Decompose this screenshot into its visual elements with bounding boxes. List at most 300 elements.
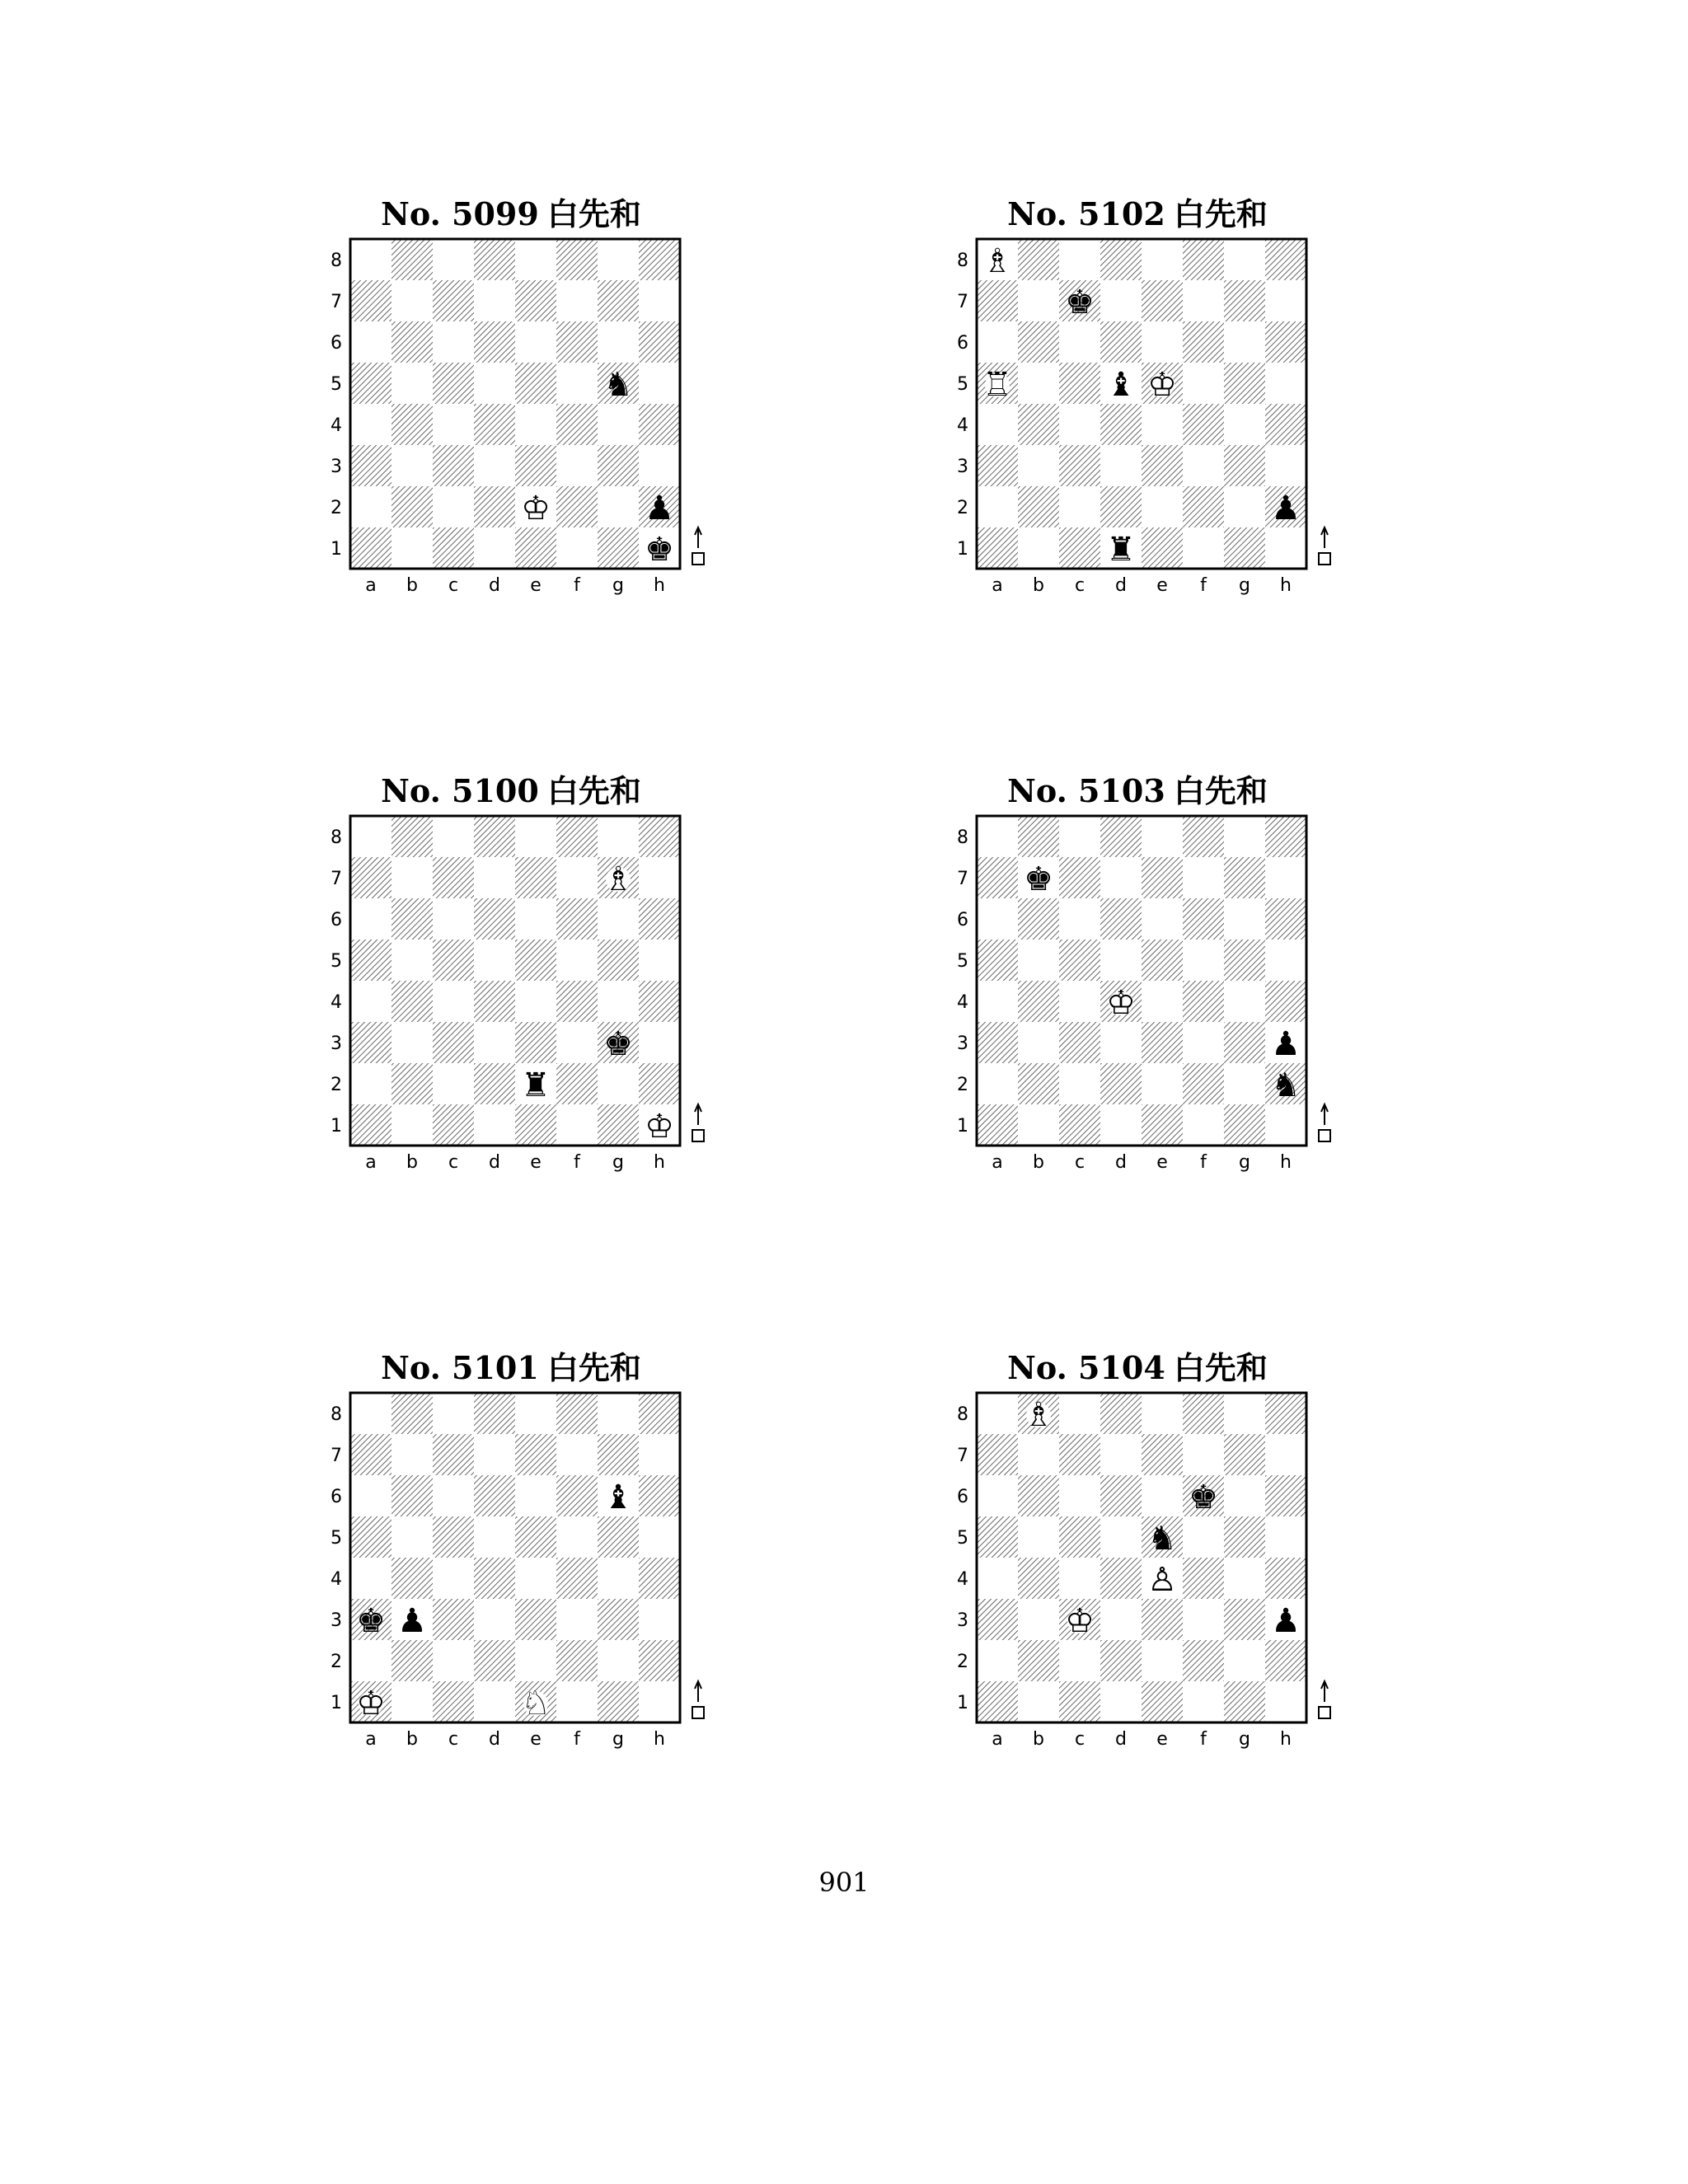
- black-king-g3: [603, 1025, 633, 1063]
- square-e1: [1142, 527, 1183, 569]
- square-a6: [977, 1475, 1018, 1516]
- square-a2: [977, 486, 1018, 527]
- square-h5: [1265, 1516, 1306, 1558]
- square-d7: [474, 280, 515, 321]
- square-d1: [1100, 1681, 1142, 1722]
- square-e3: [1142, 1599, 1183, 1640]
- square-c5: [433, 1516, 474, 1558]
- square-g6: [598, 898, 639, 940]
- square-g1: [598, 1104, 639, 1146]
- square-e4: [515, 1558, 556, 1599]
- square-h1: [1265, 1104, 1306, 1146]
- black-king-f6: [1189, 1479, 1218, 1516]
- square-h7: [1265, 280, 1306, 321]
- svg-text:♚: ♚: [603, 1025, 633, 1063]
- file-label: a: [992, 1152, 1003, 1173]
- square-d5: [474, 1516, 515, 1558]
- square-g3: [1224, 1022, 1265, 1063]
- square-a3: [350, 1022, 392, 1063]
- file-label: f: [1200, 575, 1207, 596]
- square-e5: [515, 940, 556, 981]
- svg-text:♔: ♔: [1147, 366, 1177, 404]
- file-label: g: [612, 575, 624, 596]
- black-bishop-g6: [603, 1479, 633, 1516]
- file-label: h: [654, 1152, 665, 1173]
- square-a1: [350, 1104, 392, 1146]
- svg-text:♞: ♞: [1271, 1066, 1301, 1104]
- square-h1: [639, 1681, 680, 1722]
- rank-label: 8: [957, 251, 968, 271]
- square-g2: [598, 1640, 639, 1681]
- square-f3: [556, 445, 598, 486]
- square-c6: [433, 1475, 474, 1516]
- square-d5: [1100, 940, 1142, 981]
- square-e8: [1142, 816, 1183, 857]
- square-h7: [1265, 857, 1306, 898]
- square-g1: [1224, 527, 1265, 569]
- square-f8: [556, 1393, 598, 1434]
- file-label: c: [1074, 1152, 1085, 1173]
- square-b6: [392, 898, 433, 940]
- square-c7: [433, 857, 474, 898]
- svg-text:♚: ♚: [1189, 1479, 1218, 1516]
- file-label: a: [365, 575, 377, 596]
- square-e3: [515, 1599, 556, 1640]
- svg-text:♘: ♘: [521, 1685, 551, 1722]
- svg-text:♚: ♚: [1065, 284, 1095, 321]
- square-b5: [392, 940, 433, 981]
- square-a3: [977, 445, 1018, 486]
- square-d2: [474, 486, 515, 527]
- square-g1: [1224, 1681, 1265, 1722]
- file-label: d: [1115, 575, 1127, 596]
- square-c1: [1059, 1681, 1100, 1722]
- square-c1: [1059, 527, 1100, 569]
- rank-label: 7: [957, 292, 968, 312]
- square-e6: [515, 321, 556, 363]
- square-h3: [1265, 445, 1306, 486]
- chess-diagram: [952, 239, 1323, 651]
- svg-text:♗: ♗: [982, 242, 1012, 280]
- square-d8: [474, 816, 515, 857]
- square-h7: [639, 280, 680, 321]
- square-f4: [556, 981, 598, 1022]
- square-g6: [1224, 321, 1265, 363]
- rank-label: 3: [331, 1033, 342, 1054]
- file-label: f: [1200, 1152, 1207, 1173]
- rank-label: 1: [331, 1116, 342, 1137]
- svg-text:♟: ♟: [1271, 490, 1301, 527]
- square-h5: [639, 1516, 680, 1558]
- square-e7: [1142, 857, 1183, 898]
- rank-label: 3: [957, 457, 968, 477]
- square-b8: [1018, 239, 1059, 280]
- square-a2: [350, 1063, 392, 1104]
- square-f2: [1183, 1640, 1224, 1681]
- square-e3: [1142, 1022, 1183, 1063]
- rank-label: 1: [957, 1693, 968, 1713]
- square-g7: [1224, 1434, 1265, 1475]
- square-c2: [433, 486, 474, 527]
- square-d2: [1100, 486, 1142, 527]
- square-f6: [556, 1475, 598, 1516]
- square-b3: [392, 445, 433, 486]
- square-d1: [474, 1681, 515, 1722]
- square-c1: [1059, 1104, 1100, 1146]
- square-d8: [474, 1393, 515, 1434]
- square-h6: [639, 321, 680, 363]
- rank-label: 2: [957, 498, 968, 518]
- square-f8: [556, 816, 598, 857]
- square-e7: [1142, 280, 1183, 321]
- square-d3: [1100, 1022, 1142, 1063]
- chess-diagram: [326, 239, 696, 651]
- square-f4: [1183, 404, 1224, 445]
- square-h7: [1265, 1434, 1306, 1475]
- white-to-move-indicator: [1319, 1104, 1330, 1141]
- square-g2: [1224, 1063, 1265, 1104]
- square-f5: [1183, 363, 1224, 404]
- black-rook-e2: [521, 1066, 551, 1104]
- square-d6: [474, 898, 515, 940]
- square-a4: [350, 981, 392, 1022]
- square-c4: [433, 981, 474, 1022]
- square-e6: [1142, 1475, 1183, 1516]
- black-pawn-h3: [1271, 1602, 1301, 1640]
- square-g8: [598, 816, 639, 857]
- square-e7: [515, 857, 556, 898]
- white-to-move-indicator: [1319, 527, 1330, 565]
- black-knight-g5: [603, 366, 633, 404]
- square-g3: [1224, 1599, 1265, 1640]
- square-f4: [1183, 1558, 1224, 1599]
- square-h2: [1265, 1640, 1306, 1681]
- square-g7: [1224, 857, 1265, 898]
- square-d3: [474, 445, 515, 486]
- square-e6: [1142, 898, 1183, 940]
- square-d5: [474, 940, 515, 981]
- svg-text:♝: ♝: [1106, 366, 1136, 404]
- square-b6: [1018, 898, 1059, 940]
- square-e7: [515, 1434, 556, 1475]
- square-b3: [1018, 1022, 1059, 1063]
- file-label: c: [1074, 575, 1085, 596]
- square-d5: [1100, 1516, 1142, 1558]
- square-f4: [556, 404, 598, 445]
- square-g1: [598, 1681, 639, 1722]
- square-d3: [1100, 1599, 1142, 1640]
- square-c8: [433, 239, 474, 280]
- rank-label: 8: [331, 827, 342, 848]
- square-b5: [1018, 1516, 1059, 1558]
- black-king-b7: [1024, 860, 1053, 898]
- square-e5: [515, 363, 556, 404]
- rank-label: 6: [331, 333, 342, 354]
- square-d4: [1100, 404, 1142, 445]
- file-label: c: [448, 1729, 459, 1750]
- square-g1: [598, 527, 639, 569]
- square-d6: [1100, 1475, 1142, 1516]
- square-g8: [598, 1393, 639, 1434]
- rank-label: 4: [331, 992, 342, 1013]
- square-d2: [474, 1063, 515, 1104]
- rank-label: 5: [957, 1528, 968, 1549]
- white-rook-a5: [982, 366, 1012, 404]
- file-label: g: [1239, 1152, 1250, 1173]
- square-b8: [392, 1393, 433, 1434]
- square-f8: [1183, 816, 1224, 857]
- square-a4: [350, 1558, 392, 1599]
- square-c8: [1059, 816, 1100, 857]
- puzzle-title: No. 5101 白先和: [381, 1349, 641, 1386]
- square-h3: [639, 1022, 680, 1063]
- file-label: d: [489, 1729, 500, 1750]
- square-c3: [1059, 1022, 1100, 1063]
- square-a2: [977, 1640, 1018, 1681]
- rank-label: 1: [957, 1116, 968, 1137]
- black-bishop-d5: [1106, 366, 1136, 404]
- square-d1: [1100, 1104, 1142, 1146]
- white-king-e5: [1147, 366, 1177, 404]
- rank-label: 5: [331, 1528, 342, 1549]
- square-b2: [1018, 486, 1059, 527]
- square-g2: [1224, 486, 1265, 527]
- rank-label: 8: [331, 251, 342, 271]
- square-h8: [639, 1393, 680, 1434]
- file-label: g: [1239, 575, 1250, 596]
- rank-label: 7: [331, 292, 342, 312]
- square-a1: [977, 1681, 1018, 1722]
- white-to-move-indicator: [1319, 1681, 1330, 1718]
- svg-text:♚: ♚: [356, 1602, 386, 1640]
- rank-label: 2: [957, 1652, 968, 1672]
- svg-text:♟: ♟: [1271, 1602, 1301, 1640]
- square-a6: [350, 898, 392, 940]
- rank-label: 2: [331, 1652, 342, 1672]
- square-f7: [1183, 1434, 1224, 1475]
- rank-label: 7: [957, 1446, 968, 1466]
- file-label: e: [530, 1152, 542, 1173]
- square-a3: [977, 1599, 1018, 1640]
- file-label: f: [574, 1152, 580, 1173]
- square-h6: [639, 1475, 680, 1516]
- square-f5: [1183, 1516, 1224, 1558]
- square-b4: [392, 1558, 433, 1599]
- square-c1: [433, 1104, 474, 1146]
- square-f7: [556, 1434, 598, 1475]
- square-d7: [1100, 280, 1142, 321]
- square-c7: [1059, 857, 1100, 898]
- square-a7: [977, 280, 1018, 321]
- square-b2: [1018, 1640, 1059, 1681]
- square-b2: [392, 1640, 433, 1681]
- square-c6: [433, 321, 474, 363]
- square-d4: [1100, 1558, 1142, 1599]
- square-a5: [350, 1516, 392, 1558]
- square-b7: [392, 280, 433, 321]
- square-f8: [1183, 239, 1224, 280]
- puzzle-5104: [952, 1347, 1323, 1809]
- square-d3: [474, 1022, 515, 1063]
- square-f1: [556, 1681, 598, 1722]
- square-d4: [474, 404, 515, 445]
- square-b3: [1018, 1599, 1059, 1640]
- file-label: c: [1074, 1729, 1085, 1750]
- white-king-h1: [645, 1108, 674, 1146]
- square-h3: [639, 1599, 680, 1640]
- svg-text:♜: ♜: [521, 1066, 551, 1104]
- square-d7: [474, 1434, 515, 1475]
- square-e5: [1142, 940, 1183, 981]
- white-to-move-indicator: [692, 1681, 704, 1718]
- file-label: d: [489, 575, 500, 596]
- square-h4: [639, 981, 680, 1022]
- rank-label: 6: [331, 1487, 342, 1507]
- square-g7: [598, 280, 639, 321]
- file-label: e: [530, 575, 542, 596]
- rank-label: 5: [331, 374, 342, 395]
- square-a1: [977, 1104, 1018, 1146]
- square-a3: [977, 1022, 1018, 1063]
- white-king-c3: [1065, 1602, 1095, 1640]
- file-label: e: [1156, 1152, 1168, 1173]
- square-b2: [392, 486, 433, 527]
- square-g5: [1224, 363, 1265, 404]
- black-king-c7: [1065, 284, 1095, 321]
- square-e4: [1142, 404, 1183, 445]
- file-label: b: [1033, 575, 1044, 596]
- square-c2: [1059, 1063, 1100, 1104]
- square-b4: [1018, 981, 1059, 1022]
- square-g4: [1224, 981, 1265, 1022]
- square-g4: [598, 981, 639, 1022]
- square-e8: [515, 816, 556, 857]
- square-f2: [556, 1640, 598, 1681]
- square-a6: [350, 1475, 392, 1516]
- file-label: g: [612, 1729, 624, 1750]
- square-a5: [350, 940, 392, 981]
- rank-label: 4: [957, 992, 968, 1013]
- square-e2: [1142, 1063, 1183, 1104]
- rank-label: 5: [957, 374, 968, 395]
- file-label: h: [654, 575, 665, 596]
- square-g6: [1224, 898, 1265, 940]
- rank-label: 3: [331, 457, 342, 477]
- file-label: a: [992, 1729, 1003, 1750]
- square-f8: [556, 239, 598, 280]
- square-h6: [1265, 898, 1306, 940]
- square-b6: [392, 321, 433, 363]
- file-label: a: [365, 1152, 377, 1173]
- square-a7: [350, 1434, 392, 1475]
- white-king-a1: [356, 1685, 386, 1722]
- square-b4: [392, 404, 433, 445]
- square-e1: [515, 527, 556, 569]
- square-f5: [556, 1516, 598, 1558]
- square-h4: [639, 1558, 680, 1599]
- square-g8: [1224, 816, 1265, 857]
- square-h5: [1265, 363, 1306, 404]
- square-c4: [1059, 404, 1100, 445]
- square-f3: [556, 1599, 598, 1640]
- square-b1: [1018, 1681, 1059, 1722]
- rank-label: 8: [957, 1404, 968, 1425]
- square-g4: [598, 404, 639, 445]
- square-b3: [392, 1022, 433, 1063]
- square-c8: [433, 1393, 474, 1434]
- square-g5: [598, 940, 639, 981]
- square-c3: [1059, 445, 1100, 486]
- square-g5: [1224, 940, 1265, 981]
- rank-label: 8: [957, 827, 968, 848]
- square-d3: [474, 1599, 515, 1640]
- rank-label: 8: [331, 1404, 342, 1425]
- square-h8: [1265, 239, 1306, 280]
- square-b7: [392, 857, 433, 898]
- black-pawn-h2: [645, 490, 674, 527]
- square-a4: [350, 404, 392, 445]
- square-c2: [1059, 486, 1100, 527]
- svg-text:♝: ♝: [603, 1479, 633, 1516]
- square-h8: [1265, 816, 1306, 857]
- square-d1: [474, 1104, 515, 1146]
- square-f3: [556, 1022, 598, 1063]
- square-d7: [1100, 1434, 1142, 1475]
- svg-text:♜: ♜: [1106, 531, 1136, 569]
- square-a8: [350, 816, 392, 857]
- square-c5: [1059, 363, 1100, 404]
- puzzle-title: No. 5102 白先和: [1007, 195, 1268, 232]
- square-h2: [639, 1640, 680, 1681]
- square-b8: [392, 239, 433, 280]
- square-f3: [1183, 445, 1224, 486]
- square-f6: [556, 898, 598, 940]
- square-f2: [1183, 1063, 1224, 1104]
- square-a7: [977, 1434, 1018, 1475]
- square-a6: [350, 321, 392, 363]
- square-a8: [350, 239, 392, 280]
- square-e3: [1142, 445, 1183, 486]
- white-to-move-indicator: [692, 1104, 704, 1141]
- square-c8: [433, 816, 474, 857]
- square-b1: [392, 1104, 433, 1146]
- square-f2: [556, 1063, 598, 1104]
- square-c5: [1059, 1516, 1100, 1558]
- svg-text:♔: ♔: [1065, 1602, 1095, 1640]
- square-b8: [392, 816, 433, 857]
- square-d6: [1100, 321, 1142, 363]
- square-d8: [474, 239, 515, 280]
- square-b7: [1018, 280, 1059, 321]
- rank-label: 6: [957, 333, 968, 354]
- rank-label: 3: [331, 1610, 342, 1631]
- square-h8: [639, 239, 680, 280]
- square-g4: [1224, 1558, 1265, 1599]
- square-f1: [1183, 527, 1224, 569]
- file-label: b: [406, 1152, 418, 1173]
- white-knight-e1: [521, 1685, 551, 1722]
- square-b1: [1018, 1104, 1059, 1146]
- black-king-a3: [356, 1602, 386, 1640]
- square-d8: [1100, 1393, 1142, 1434]
- square-h5: [639, 363, 680, 404]
- square-g2: [1224, 1640, 1265, 1681]
- rank-label: 5: [957, 951, 968, 972]
- rank-label: 1: [957, 539, 968, 560]
- puzzle-5101: [326, 1347, 696, 1809]
- square-e7: [1142, 1434, 1183, 1475]
- file-label: f: [1200, 1729, 1207, 1750]
